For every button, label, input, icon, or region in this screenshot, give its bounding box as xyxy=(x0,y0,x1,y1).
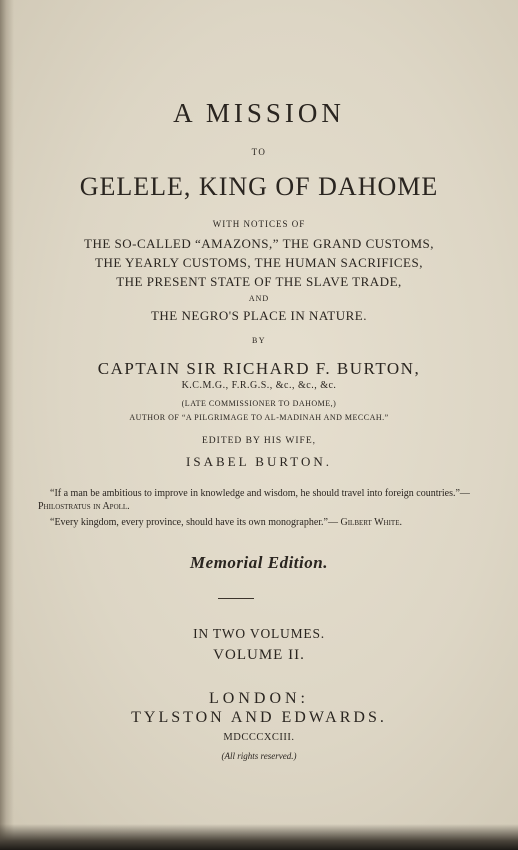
editor-name: ISABEL BURTON. xyxy=(186,454,332,469)
subject-line-3: THE PRESENT STATE OF THE SLAVE TRADE, xyxy=(116,274,402,289)
subject-conjunction: AND xyxy=(248,294,270,303)
title-connector: TO xyxy=(251,147,267,157)
notices-intro: WITH NOTICES OF xyxy=(212,219,306,229)
volume-number: VOLUME II. xyxy=(213,647,305,663)
publisher-name: TYLSTON AND EDWARDS. xyxy=(131,709,387,726)
publication-city: LONDON: xyxy=(209,690,309,707)
edition-label: Memorial Edition. xyxy=(190,553,328,572)
author-former-post: (LATE COMMISSIONER TO DAHOME,) xyxy=(181,399,337,408)
epigraph-1 xyxy=(38,487,478,513)
by-label: BY xyxy=(251,336,267,345)
subject-line-2: THE YEARLY CUSTOMS, THE HUMAN SACRIFICES, xyxy=(95,255,423,270)
edited-by-label: EDITED BY HIS WIFE, xyxy=(202,436,316,446)
author-honours: K.C.M.G., F.R.G.S., &c., &c., &c. xyxy=(181,380,337,391)
epigraph-2 xyxy=(38,516,478,529)
divider-rule xyxy=(218,598,254,599)
author-other-work: AUTHOR OF “A PILGRIMAGE TO AL-MADINAH AND MECCAH.” xyxy=(129,413,389,422)
publication-year: MDCCCXCIII. xyxy=(223,732,295,743)
rights-notice: (All rights reserved.) xyxy=(221,751,297,761)
subject-line-4: THE NEGRO'S PLACE IN NATURE. xyxy=(150,308,368,323)
epigraph-1-text: “If a man be ambitious to improve in knowledge and wisdom, he should travel into foreign countries.”— xyxy=(50,488,470,499)
subject-line-1: THE SO-CALLED “AMAZONS,” THE GRAND CUSTOMS, xyxy=(84,236,434,251)
epigraph-2-text: “Every kingdom, every province, should have its own monographer.”— xyxy=(50,517,338,528)
volume-count: IN TWO VOLUMES. xyxy=(193,626,325,641)
epigraph-2-attribution: Gilbert White. xyxy=(340,517,402,528)
author-name: CAPTAIN SIR RICHARD F. BURTON, xyxy=(97,359,421,378)
title-line-1: A MISSION xyxy=(173,98,345,128)
title-line-2: GELELE, KING OF DAHOME xyxy=(79,172,439,201)
epigraph-1-attribution: Philostratus in Apoll. xyxy=(38,501,130,512)
